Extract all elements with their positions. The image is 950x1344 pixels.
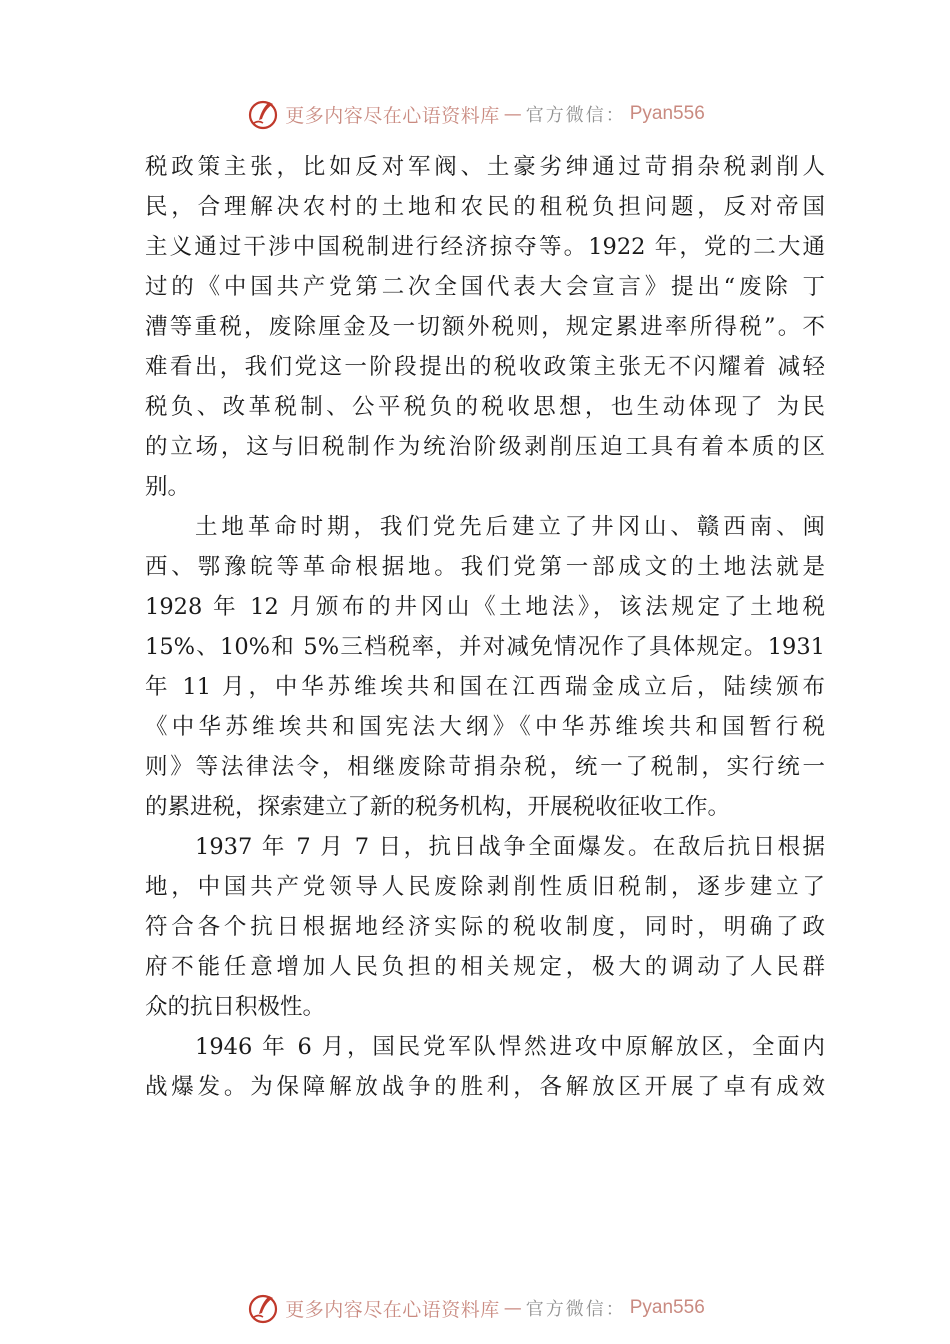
text-line: 1928 年 12 月颁布的井冈山《土地法》，该法规定了土地税 xyxy=(145,594,825,620)
text-line: 别。 xyxy=(145,474,191,500)
text-line: 税负、改革税制、公平税负的税收思想，也生动体现了 为民 xyxy=(145,394,825,420)
text-line: 《中华苏维埃共和国宪法大纲》《中华苏维埃共和国暂行税 xyxy=(145,714,825,740)
text-line: 税政策主张，比如反对军阀、土豪劣绅通过苛捐杂税剥削人 xyxy=(145,154,825,180)
banner-dash: — xyxy=(503,1297,522,1319)
text-line: 地，中国共产党领导人民废除剥削性质旧税制，逐步建立了 xyxy=(145,874,825,900)
banner-official-label: 官方微信： xyxy=(525,1299,626,1320)
paragraph-1 xyxy=(145,147,825,507)
header-banner xyxy=(0,94,950,134)
text-line: 则》等法律法令，相继废除苛捐杂税，统一了税制，实行统一 xyxy=(145,754,825,780)
text-line: 15%、10%和 5%三档税率，并对减免情况作了具体规定。1931 xyxy=(145,634,825,660)
text-line: 符合各个抗日根据地经济实际的税收制度，同时，明确了政 xyxy=(145,914,825,940)
text-line: 西、鄂豫皖等革命根据地。我们党第一部成文的土地法就是 xyxy=(145,554,825,580)
paragraph-4 xyxy=(145,1027,825,1107)
text-line: 年 11 月，中华苏维埃共和国在江西瑞金成立后，陆续颁布 xyxy=(145,674,825,700)
banner-brand-text: 更多内容尽在心语资料库 xyxy=(285,1298,500,1321)
banner-brand-text: 更多内容尽在心语资料库 xyxy=(285,104,500,127)
text-line: 战爆发。为保障解放战争的胜利，各解放区开展了卓有成效 xyxy=(145,1074,825,1100)
text-line: 众的抗日积极性。 xyxy=(145,994,326,1020)
text-line: 的立场，这与旧税制作为统治阶级剥削压迫工具有着本质的区 xyxy=(145,434,825,460)
text-line: 土地革命时期，我们党先后建立了井冈山、赣西南、闽 xyxy=(195,514,825,540)
text-line: 难看出，我们党这一阶段提出的税收政策主张无不闪耀着 减轻 xyxy=(145,354,825,380)
document-body xyxy=(145,147,825,1107)
banner-wechat-id: Pyan556 xyxy=(629,1297,705,1318)
text-line: 漕等重税，废除厘金及一切额外税则，规定累进率所得税”。不 xyxy=(145,314,825,340)
banner-wechat-id: Pyan556 xyxy=(629,103,705,124)
text-line: 过的《中国共产党第二次全国代表大会宣言》提出“废除 丁 xyxy=(145,274,825,300)
quill-logo-icon xyxy=(245,96,281,132)
banner-official-label: 官方微信： xyxy=(525,105,626,126)
paragraph-2 xyxy=(145,507,825,827)
text-line: 1946 年 6 月，国民党军队悍然进攻中原解放区，全面内 xyxy=(195,1034,825,1060)
paragraph-3 xyxy=(145,827,825,1027)
text-line: 民，合理解决农村的土地和农民的租税负担问题，反对帝国 xyxy=(145,194,825,220)
text-line: 主义通过干涉中国税制进行经济掠夺等。1922 年，党的二大通 xyxy=(145,234,825,260)
footer-banner xyxy=(0,1288,950,1328)
text-line: 1937 年 7 月 7 日，抗日战争全面爆发。在敌后抗日根据 xyxy=(195,834,825,860)
text-line: 的累进税，探索建立了新的税务机构，开展税收征收工作。 xyxy=(145,794,731,820)
quill-logo-icon xyxy=(245,1290,281,1326)
text-line: 府不能任意增加人民负担的相关规定，极大的调动了人民群 xyxy=(145,954,825,980)
banner-dash: — xyxy=(503,103,522,125)
